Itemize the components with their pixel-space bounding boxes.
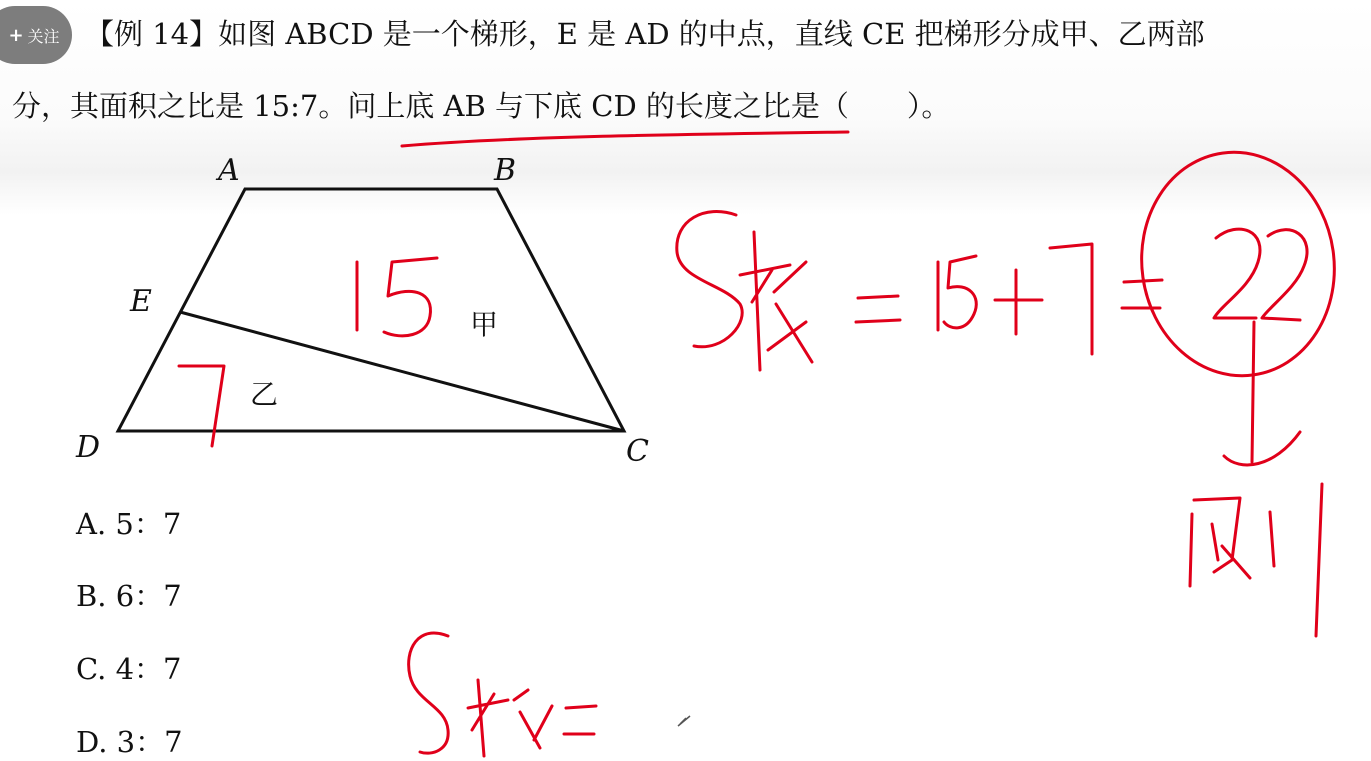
plus-icon: + — [8, 24, 24, 46]
ink-5-a — [944, 256, 976, 328]
handwriting-ink — [179, 132, 1349, 756]
ink-s-1 — [677, 212, 742, 347]
option-c-value: 4：7 — [115, 652, 182, 686]
ink-7 — [179, 366, 224, 446]
ink-2-b — [1262, 230, 1307, 320]
ink-s-2 — [409, 633, 449, 753]
vertex-b-label: B — [494, 153, 517, 188]
option-a-letter: A. — [76, 507, 107, 541]
ink-circle — [1127, 140, 1348, 389]
underline-stroke — [402, 132, 848, 146]
trapezoid-outline — [118, 189, 624, 431]
question-line-1: 【例 14】如图 ABCD 是一个梯形，E 是 AD 的中点，直线 CE 把梯形分成甲、乙两部 — [85, 17, 1205, 51]
option-c-letter: C. — [76, 652, 107, 686]
ink-ti-1 — [740, 232, 812, 370]
ink-fen-right — [1270, 484, 1322, 636]
option-a-value: 5：7 — [115, 507, 182, 541]
option-a — [76, 502, 181, 543]
vertex-c-label: C — [626, 434, 649, 469]
ink-eq-3 — [564, 706, 596, 734]
region-yi-label: 乙 — [250, 378, 279, 411]
ink-7-a — [1050, 244, 1092, 354]
ink-2-a — [1214, 229, 1260, 318]
option-d-letter: D. — [76, 725, 108, 759]
option-b-value: 6：7 — [115, 579, 182, 613]
ink-arrow — [1252, 322, 1254, 462]
question-line-2: 分，其面积之比是 15:7。问上底 AB 与下底 CD 的长度之比是（ ）。 — [12, 89, 951, 123]
region-jia-label: 甲 — [470, 308, 499, 341]
option-b — [76, 574, 182, 615]
pen-cursor-icon — [678, 716, 690, 726]
ink-fen-left — [1190, 498, 1250, 586]
option-d — [76, 720, 183, 761]
option-c — [76, 647, 182, 688]
ink-arrow-head — [1224, 432, 1300, 465]
ink-plus — [995, 270, 1042, 334]
ink-eq-1 — [856, 296, 900, 322]
follow-label: 关注 — [27, 26, 60, 46]
ink-15-five — [384, 258, 437, 336]
vertex-a-label: A — [218, 153, 240, 188]
segment-ce — [180, 312, 624, 431]
vertex-d-label: D — [76, 430, 101, 465]
ink-eq-2 — [1122, 280, 1162, 308]
ink-ti-2 — [468, 680, 552, 756]
option-b-letter: B. — [76, 579, 107, 613]
vertex-e-label: E — [130, 284, 152, 319]
option-d-value: 3：7 — [116, 725, 183, 759]
